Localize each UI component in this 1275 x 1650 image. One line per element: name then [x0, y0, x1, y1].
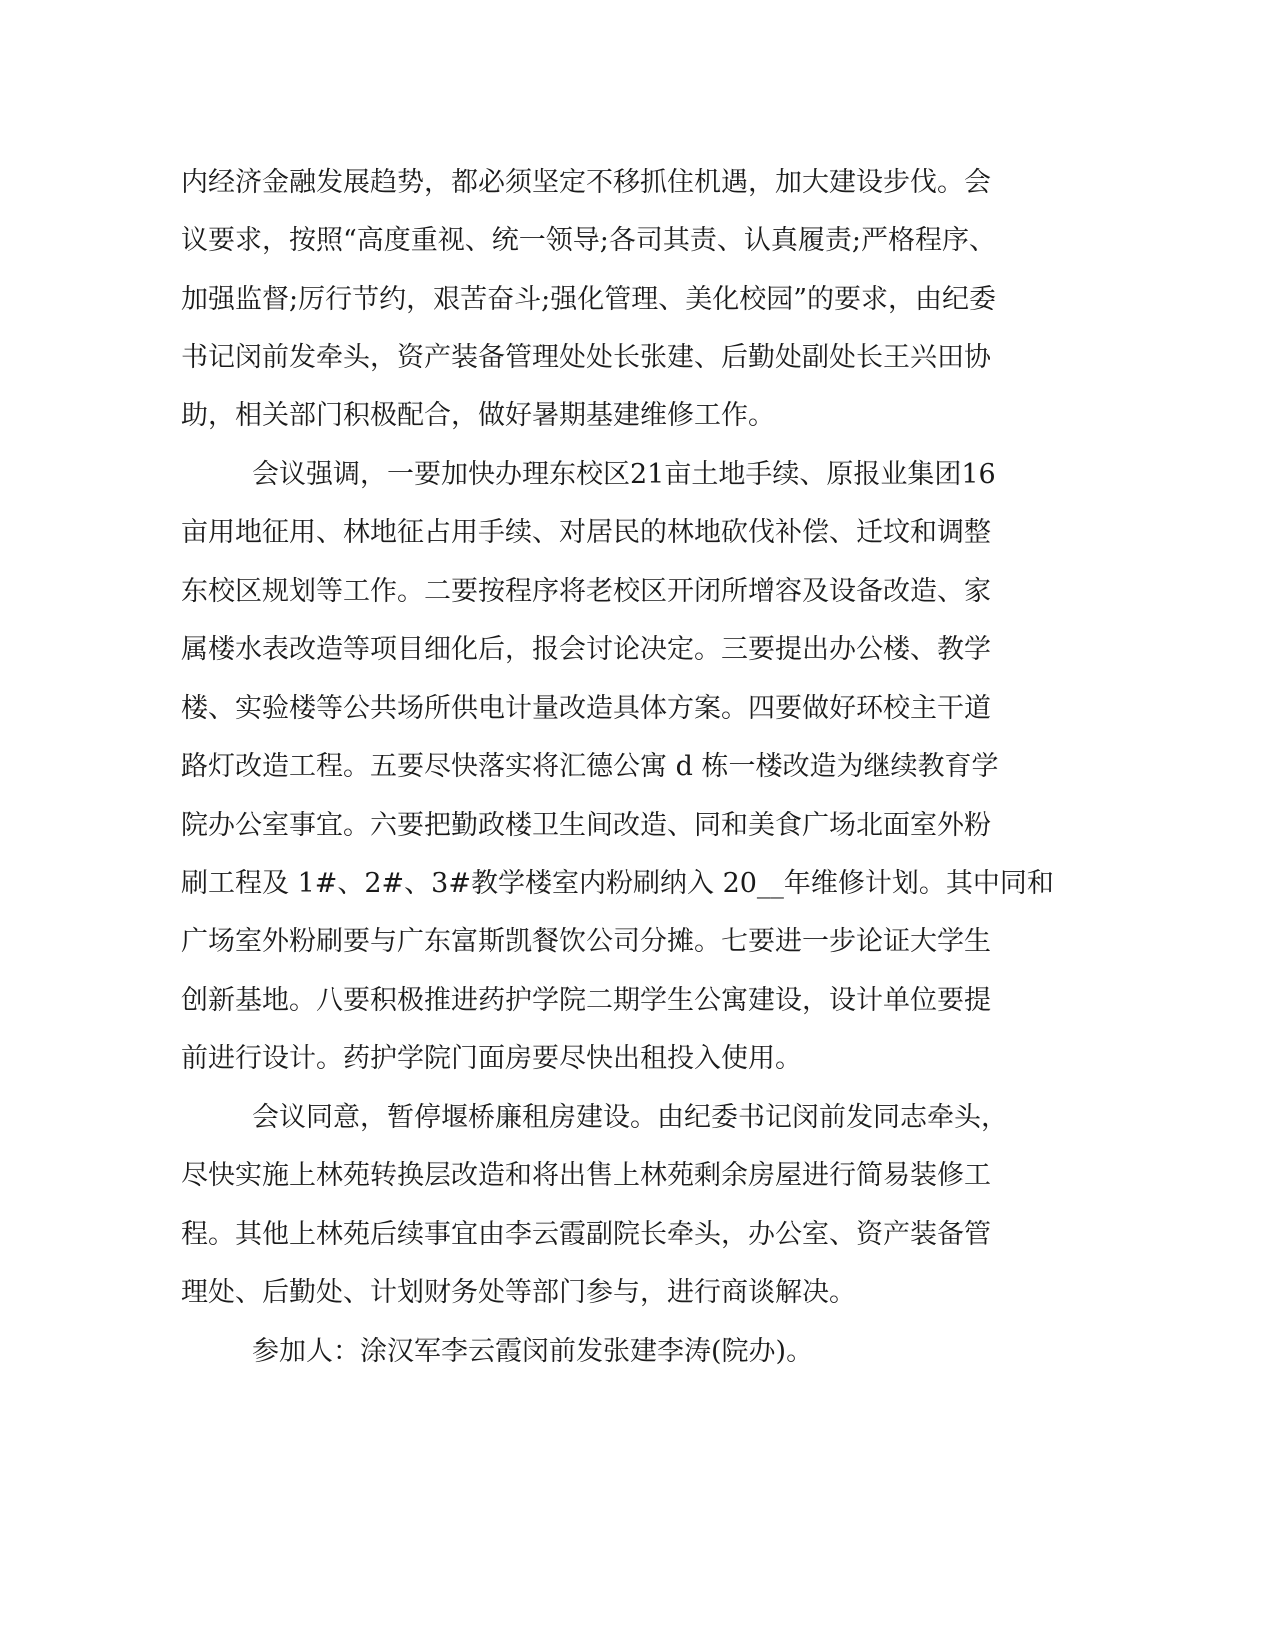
paragraph-3-line-2: 尽快实施上林苑转换层改造和将出售上林苑剩余房屋进行简易装修工: [181, 1160, 991, 1191]
paragraph-2-line-2: 亩用地征用、林地征占用手续、对居民的林地砍伐补偿、迁坟和调整: [181, 517, 991, 548]
paragraph-3-line-1: 会议同意，暂停堰桥廉租房建设。由纪委书记闵前发同志牵头，: [252, 1102, 1008, 1133]
paragraph-2-line-11: 前进行设计。药护学院门面房要尽快出租投入使用。: [181, 1043, 802, 1074]
paragraph-2-line-1: 会议强调，一要加快办理东校区21亩土地手续、原报业集团16: [252, 459, 996, 490]
paragraph-2-line-4: 属楼水表改造等项目细化后，报会讨论决定。三要提出办公楼、教学: [181, 634, 991, 665]
paragraph-2-line-9: 广场室外粉刷要与广东富斯凯餐饮公司分摊。七要进一步论证大学生: [181, 926, 991, 957]
paragraph-2-line-3: 东校区规划等工作。二要按程序将老校区开闭所增容及设备改造、家: [181, 576, 991, 607]
paragraph-2-line-8: 刷工程及 1#、2#、3#教学楼室内粉刷纳入 20__年维修计划。其中同和: [181, 868, 1054, 899]
paragraph-1-line-4: 书记闵前发牵头，资产装备管理处处长张建、后勤处副处长王兴田协: [181, 342, 991, 373]
participants-line: 参加人：涂汉军李云霞闵前发张建李涛(院办)。: [252, 1336, 814, 1367]
paragraph-2-line-6: 路灯改造工程。五要尽快落实将汇德公寓 d 栋一楼改造为继续教育学: [181, 751, 999, 782]
paragraph-3-line-4: 理处、后勤处、计划财务处等部门参与，进行商谈解决。: [181, 1277, 856, 1308]
paragraph-3-line-3: 程。其他上林苑后续事宜由李云霞副院长牵头，办公室、资产装备管: [181, 1219, 991, 1250]
paragraph-1-line-2: 议要求，按照“高度重视、统一领导;各司其责、认真履责;严格程序、: [181, 225, 996, 256]
paragraph-2-line-7: 院办公室事宜。六要把勤政楼卫生间改造、同和美食广场北面室外粉: [181, 810, 991, 841]
paragraph-2-line-10: 创新基地。八要积极推进药护学院二期学生公寓建设，设计单位要提: [181, 985, 991, 1016]
paragraph-2-line-5: 楼、实验楼等公共场所供电计量改造具体方案。四要做好环校主干道: [181, 693, 991, 724]
paragraph-1-line-5: 助，相关部门积极配合，做好暑期基建维修工作。: [181, 400, 775, 431]
paragraph-1-line-1: 内经济金融发展趋势，都必须坚定不移抓住机遇，加大建设步伐。会: [181, 167, 991, 198]
paragraph-1-line-3: 加强监督;厉行节约，艰苦奋斗;强化管理、美化校园”的要求，由纪委: [181, 284, 996, 315]
